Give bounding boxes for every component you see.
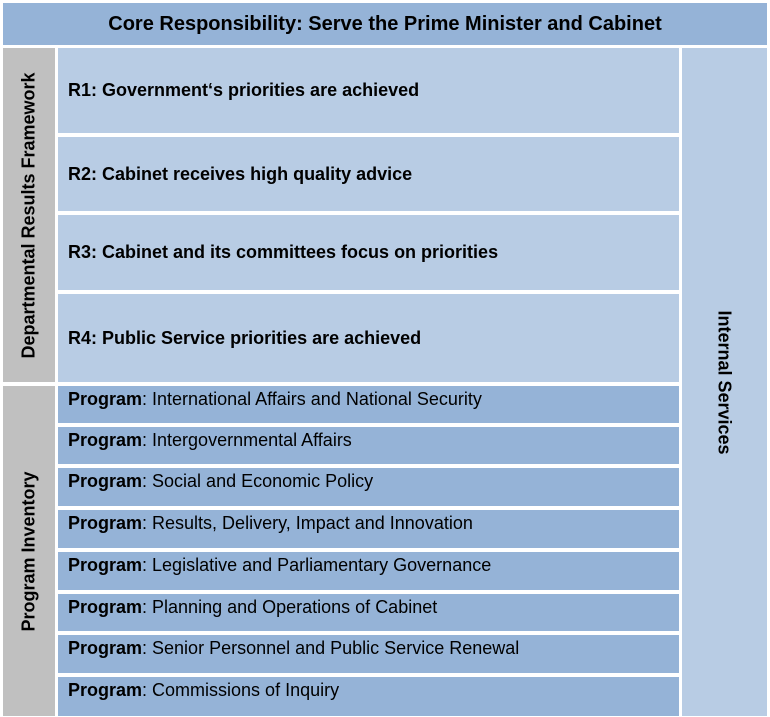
- result-text: R1: Government‘s priorities are achieved: [68, 80, 420, 100]
- result-r3: [58, 215, 679, 290]
- program-item: [58, 510, 679, 548]
- program-item: [58, 427, 679, 464]
- result-text: R2: Cabinet receives high quality advice: [68, 163, 413, 184]
- result-text: R3: Cabinet and its committees focus on priorities: [68, 242, 499, 262]
- internal-services-column: [682, 48, 767, 716]
- result-r2: [58, 137, 679, 211]
- program-name: : Social and Economic Policy: [142, 471, 374, 491]
- result-r4: [58, 294, 679, 382]
- program-item: [58, 677, 679, 716]
- program-prefix: Program: [68, 430, 143, 450]
- program-prefix: Program: [68, 389, 143, 409]
- program-prefix: Program: [68, 513, 143, 533]
- core-responsibility-header: [3, 3, 767, 45]
- inventory-label-text: Program Inventory: [18, 470, 39, 632]
- program-item: [58, 635, 679, 673]
- internal-services-label: Internal Services: [715, 309, 735, 455]
- program-item: [58, 552, 679, 590]
- program-prefix: Program: [68, 597, 143, 617]
- program-name: : Planning and Operations of Cabinet: [142, 597, 438, 617]
- program-name: : Intergovernmental Affairs: [142, 430, 352, 450]
- result-r1: [58, 48, 679, 133]
- program-name: : Results, Delivery, Impact and Innovation: [142, 513, 473, 533]
- program-inventory-label: [3, 386, 55, 716]
- program-name: : Commissions of Inquiry: [142, 680, 340, 700]
- program-name: : Senior Personnel and Public Service Renewal: [142, 638, 520, 658]
- departmental-results-framework-label: [3, 48, 55, 382]
- program-item: [58, 468, 679, 506]
- framework-label-text: Departmental Results Framework: [18, 71, 39, 359]
- program-name: : International Affairs and National Security: [142, 389, 482, 409]
- program-prefix: Program: [68, 638, 143, 658]
- program-prefix: Program: [68, 471, 143, 491]
- program-prefix: Program: [68, 555, 143, 575]
- program-prefix: Program: [68, 680, 143, 700]
- result-text: R4: Public Service priorities are achieved: [68, 327, 422, 348]
- program-name: : Legislative and Parliamentary Governance: [142, 555, 492, 575]
- program-item: [58, 594, 679, 631]
- header-title: Core Responsibility: Serve the Prime Minister and Cabinet: [108, 12, 662, 35]
- program-item: [58, 386, 679, 423]
